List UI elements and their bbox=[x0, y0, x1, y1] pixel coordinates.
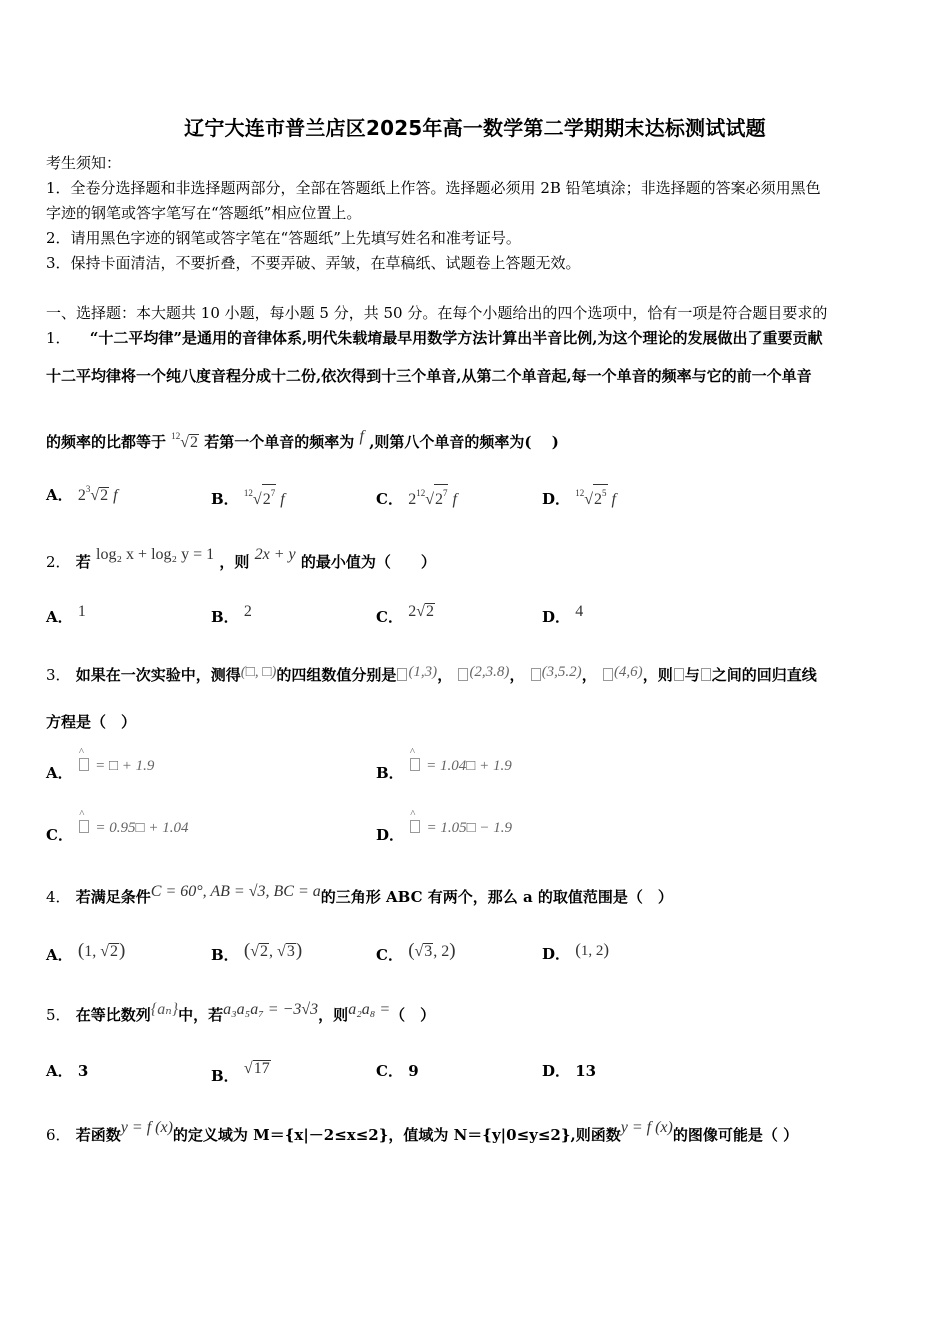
q4-pre: 若满足条件 bbox=[75, 888, 151, 906]
option-label: D． bbox=[542, 490, 571, 508]
interval-a: 2 bbox=[260, 943, 269, 960]
option-label: B． bbox=[211, 1067, 239, 1085]
y-hat-icon bbox=[79, 820, 89, 833]
q3-pre: 如果在一次实验中，测得 bbox=[75, 666, 241, 684]
q3-number: 3． bbox=[46, 666, 71, 684]
q1-number: 1． bbox=[46, 329, 71, 347]
sep: ， bbox=[509, 666, 525, 684]
q6-number: 6． bbox=[46, 1126, 71, 1144]
q4-option-c[interactable]: C． (√3, 2) bbox=[376, 940, 456, 964]
q2-option-a[interactable] bbox=[46, 603, 86, 627]
q5-number: 5． bbox=[46, 1006, 71, 1024]
q5-option-c[interactable] bbox=[376, 1060, 419, 1081]
coef: 2 bbox=[77, 487, 86, 504]
exponent: 7 bbox=[442, 488, 448, 498]
q1-option-a[interactable]: A． $2^3√2$ f bbox=[46, 484, 118, 504]
option-label: B． bbox=[211, 946, 239, 964]
q1-line-3 bbox=[46, 426, 559, 453]
q6-mid: 的定义域为 M＝{x|－2≤x≤2}，值域为 N＝{y|0≤y≤2},则函数 bbox=[172, 1126, 621, 1144]
option-label: A． bbox=[46, 764, 73, 782]
q2-line bbox=[46, 545, 436, 572]
var-f: f bbox=[611, 491, 616, 508]
q3-tail-3: 之间的回归直线 bbox=[711, 666, 817, 684]
coef: 2 bbox=[408, 491, 417, 508]
q4-option-d[interactable]: D． (1, 2) bbox=[542, 940, 610, 963]
q5-sequence: aₙ bbox=[157, 1001, 172, 1018]
option-value: 4 bbox=[575, 603, 584, 620]
q1-line-2: 十二平均律将一个纯八度音程分成十二份,依次得到十三个单音,从第二个单音起,每一个单音的频率与它的前一个单音 bbox=[46, 367, 812, 385]
x-placeholder-icon bbox=[701, 668, 711, 681]
option-expression: = □ + 1.9 bbox=[95, 758, 155, 774]
q3-line-2: 方程是（ ） bbox=[46, 713, 137, 731]
radicand: 2 bbox=[594, 491, 603, 508]
option-label: C． bbox=[376, 946, 403, 964]
option-value: 1 bbox=[77, 603, 86, 620]
var-f: f bbox=[280, 491, 285, 508]
q1-option-b[interactable]: B． $^{12}√2^7$ f bbox=[211, 484, 285, 509]
interval-b: 2 bbox=[441, 943, 450, 960]
q2-option-d[interactable] bbox=[542, 603, 583, 627]
var-f: f bbox=[452, 491, 457, 508]
interval-a: 1 bbox=[84, 943, 93, 960]
q3-option-a[interactable] bbox=[46, 758, 154, 783]
notice-line-2: 2．请用黑色字迹的钢笔或答字笔在“答题纸”上先填写姓名和准考证号。 bbox=[46, 229, 521, 247]
option-value: 3 bbox=[77, 1062, 89, 1080]
q6-pre: 若函数 bbox=[75, 1126, 121, 1144]
q5-mid2: ，则 bbox=[318, 1006, 349, 1024]
q1-line-1 bbox=[46, 328, 823, 348]
q6-line bbox=[46, 1118, 798, 1145]
option-expression: = 1.04□ + 1.9 bbox=[426, 758, 512, 774]
interval-b: 2 bbox=[109, 943, 118, 960]
exponent: 7 bbox=[270, 488, 276, 498]
q1-f: f bbox=[359, 428, 364, 445]
q4-number: 4． bbox=[46, 888, 71, 906]
option-label: A． bbox=[46, 946, 73, 964]
q3-line-1 bbox=[46, 662, 817, 685]
sep: ， bbox=[437, 666, 453, 684]
coef: 2 bbox=[408, 603, 417, 620]
q3-point-1: (1,3) bbox=[408, 664, 438, 680]
q1-ratio: $^{12}$√2 bbox=[171, 431, 199, 451]
q2-number: 2． bbox=[46, 553, 71, 571]
interval-b: 2 bbox=[595, 943, 604, 959]
root-index: 12 bbox=[243, 488, 253, 498]
radicand: 2 bbox=[425, 603, 434, 620]
option-label: A． bbox=[46, 608, 73, 626]
interval-close: ) bbox=[118, 940, 126, 961]
q5-pre: 在等比数列 bbox=[75, 1006, 151, 1024]
exponent: 5 bbox=[602, 488, 607, 498]
option-label: C． bbox=[46, 826, 73, 844]
q1-text-3c: ,则第八个单音的频率为( ) bbox=[369, 433, 559, 451]
radicand: 2 bbox=[434, 491, 443, 508]
option-label: C． bbox=[376, 608, 403, 626]
option-expression: = 1.05□ − 1.9 bbox=[426, 820, 513, 836]
interval-a: 3 bbox=[424, 943, 433, 960]
q6-function: y = f (x) bbox=[120, 1119, 173, 1136]
notice-line-3: 3．保持卡面清洁，不要折叠，不要弄破、弄皱，在草稿纸、试题卷上答题无效。 bbox=[46, 254, 581, 272]
x-placeholder-icon bbox=[531, 668, 541, 681]
option-label: D． bbox=[376, 826, 405, 844]
q3-tail-1: ，则 bbox=[642, 666, 673, 684]
radicand: 2 bbox=[262, 491, 271, 508]
notice-heading: 考生须知： bbox=[46, 154, 122, 172]
q4-line bbox=[46, 882, 673, 907]
notice-line-1: 1．全卷分选择题和非选择题两部分，全部在答题纸上作答。选择题必须用 2B 铅笔填涂；非选择题的答案必须用黑色 bbox=[46, 179, 821, 197]
option-value: 2 bbox=[243, 603, 252, 620]
q2-condition: log₂ x + log₂ y = 1 bbox=[96, 546, 215, 563]
q5-condition: a₃a₅a₇ = −3√3 bbox=[223, 1001, 319, 1018]
root-index: 3 bbox=[85, 484, 91, 494]
q5-line: 5． 在等比数列{aₙ}中，若a₃a₅a₇ = −3√3，则a₂a₈ =（ ） bbox=[46, 1001, 436, 1024]
option-label: D． bbox=[542, 1062, 571, 1080]
q4-condition: C = 60°, AB = √3, BC = a bbox=[150, 883, 321, 900]
q5-option-a[interactable] bbox=[46, 1060, 88, 1081]
q3-point-3: (3,5.2) bbox=[541, 664, 582, 680]
interval-a: 1 bbox=[580, 943, 589, 959]
q5-mid: 中，若 bbox=[178, 1006, 224, 1024]
q2-option-c[interactable]: C． 2√2 bbox=[376, 603, 434, 626]
q3-mid: 的四组数值分别是 bbox=[276, 666, 397, 684]
radicand: 17 bbox=[253, 1060, 270, 1077]
q5-option-b[interactable]: B． √17 bbox=[211, 1060, 270, 1085]
interval-close: ) bbox=[449, 940, 456, 961]
root-index: 12 bbox=[575, 488, 585, 498]
q1-text-3a: 的频率的比都等于 bbox=[46, 433, 167, 451]
y-placeholder-icon bbox=[674, 668, 684, 681]
q2-option-b[interactable] bbox=[211, 603, 252, 627]
option-expression: = 0.95□ + 1.04 bbox=[95, 820, 189, 836]
y-hat-icon bbox=[410, 758, 420, 771]
interval-close: ) bbox=[295, 940, 303, 961]
option-label: B． bbox=[211, 608, 239, 626]
sep: ， bbox=[581, 666, 597, 684]
x-placeholder-icon bbox=[458, 668, 468, 681]
option-value: 13 bbox=[575, 1062, 597, 1080]
y-hat-icon bbox=[79, 758, 89, 771]
option-label: D． bbox=[542, 945, 571, 963]
x-placeholder-icon bbox=[603, 668, 613, 681]
q1-text-1: “十二平均律”是通用的音律体系,明代朱载堉最早用数学方法计算出半音比例,为这个理论的发展做出了重要贡献 bbox=[89, 329, 823, 347]
q1-text-3b: 若第一个单音的频率为 bbox=[204, 433, 355, 451]
interval-b: 3 bbox=[286, 943, 295, 960]
q4-option-b[interactable]: B． (√2, √3) bbox=[211, 940, 303, 964]
radicand: 2 bbox=[100, 487, 109, 504]
q5-option-d[interactable] bbox=[542, 1060, 596, 1081]
section-header: 一、选择题：本大题共 10 小题，每小题 5 分，共 50 分。在每个小题给出的四个选项中，恰有一项是符合题目要求的 bbox=[46, 304, 828, 322]
q3-option-b[interactable] bbox=[376, 758, 512, 783]
option-label: D． bbox=[542, 608, 571, 626]
q1-option-d[interactable]: D． $^{12}√2^5$ f bbox=[542, 484, 616, 509]
option-label: C． bbox=[376, 1062, 403, 1080]
q2-mid: ，则 bbox=[219, 553, 250, 571]
q3-option-c[interactable] bbox=[46, 820, 188, 845]
var-f: f bbox=[113, 487, 118, 504]
root-index: 12 bbox=[416, 488, 426, 498]
q4-option-a[interactable]: A． (1, √2) bbox=[46, 940, 126, 964]
q5-post: （ ） bbox=[390, 1006, 436, 1024]
notice-line-1b: 字迹的钢笔或答字笔写在“答题纸”相应位置上。 bbox=[46, 204, 362, 222]
q2-post: 的最小值为（ ） bbox=[300, 553, 436, 571]
option-label: A． bbox=[46, 1062, 73, 1080]
option-value: 9 bbox=[408, 1062, 419, 1080]
q3-option-d[interactable] bbox=[376, 820, 512, 845]
q6-post: 的图像可能是（ ） bbox=[672, 1126, 799, 1144]
y-hat-icon bbox=[410, 820, 420, 833]
q3-tail-2: 与 bbox=[684, 666, 700, 684]
q6-function-2: y = f (x) bbox=[620, 1119, 673, 1136]
q5-target: a₂a₈ = bbox=[348, 1001, 391, 1018]
option-label: A． bbox=[46, 486, 73, 504]
x-placeholder-icon bbox=[397, 668, 407, 681]
page-title: 辽宁大连市普兰店区2025年高一数学第二学期期末达标测试试题 bbox=[184, 116, 766, 140]
option-label: B． bbox=[376, 764, 404, 782]
q1-ratio-base: 2 bbox=[190, 434, 199, 451]
q1-option-c[interactable]: C． $2^{12}√2^7$ f bbox=[376, 484, 457, 509]
q2-pre: 若 bbox=[75, 553, 91, 571]
q4-post: 的三角形 ABC 有两个，那么 a 的取值范围是（ ） bbox=[320, 888, 673, 906]
q3-pair: (□, □) bbox=[240, 664, 277, 680]
q2-expression: 2x + y bbox=[254, 546, 296, 563]
interval-close: ) bbox=[603, 940, 610, 959]
q3-point-2: (2,3.8) bbox=[469, 664, 510, 680]
option-label: B． bbox=[211, 490, 239, 508]
q1-ratio-index: 12 bbox=[171, 431, 181, 441]
q3-point-4: (4,6) bbox=[613, 664, 643, 680]
option-label: C． bbox=[376, 490, 403, 508]
